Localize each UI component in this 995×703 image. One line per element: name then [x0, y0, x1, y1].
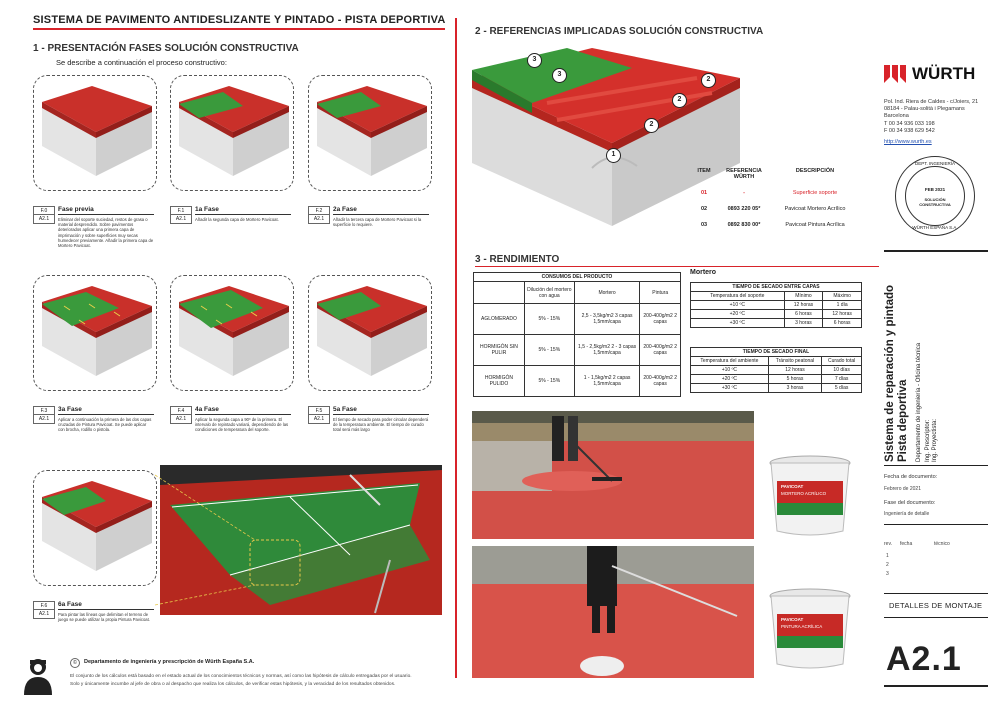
- ref-row: [690, 206, 860, 212]
- secado-b: 7 días: [822, 375, 862, 384]
- secado-capas-h3: Máximo: [823, 292, 862, 301]
- phase-title: 4a Fase: [195, 406, 219, 413]
- phase-ref: A2.1: [308, 415, 330, 424]
- stamp-date: FEB 2021: [924, 187, 946, 192]
- secado-a: 12 horas: [768, 366, 822, 375]
- wurth-logo-icon: [884, 65, 906, 83]
- consumos-pintura: 200-400g/m2 2 capas: [640, 335, 681, 366]
- secado-final-h1: Temperatura del ambiente: [691, 357, 769, 366]
- phase-tile: [308, 275, 432, 391]
- stamp-top: DEPT. INGENIERÍA: [914, 161, 955, 166]
- secado-b: 6 horas: [823, 319, 862, 328]
- address-line: T 00 34 936 033 198: [884, 120, 935, 127]
- paint-bucket: [765, 588, 855, 670]
- secado-b: 5 días: [822, 384, 862, 393]
- footer-text2: Solo y únicamente incumbe al jefe de obra o al despacho que realiza los cálculos, de verificar estas hipótesis, y la veracidad de los resultados obtenidos.: [70, 682, 396, 687]
- consumos-mortero: 1 - 1,5kg/m2 2 capas 1,5mm/capa: [574, 366, 640, 397]
- phase-ref: A2.1: [170, 415, 192, 424]
- ing-proyectista: Ing. Proyectista:: [932, 418, 938, 462]
- phase-code: F.4: [170, 406, 192, 415]
- ref-desc: Pavicoat Pintura Acrílica: [785, 222, 845, 228]
- consumos-col-pintura: Pintura: [640, 282, 681, 304]
- project-title-2: Pista deportiva: [897, 379, 909, 462]
- phase-title: 2a Fase: [333, 206, 357, 213]
- rev-number: 3: [886, 571, 889, 577]
- page-title: SISTEMA DE PAVIMENTO ANTIDESLIZANTE Y PINTADO - PISTA DEPORTIVA: [33, 14, 446, 26]
- ref-code: -: [743, 190, 745, 196]
- ref-code: 0893 220 05*: [727, 206, 761, 212]
- references-table: [690, 168, 860, 228]
- consumos-pintura: 200-400g/m2 2 capas: [640, 366, 681, 397]
- copyright-icon: ©: [70, 658, 80, 668]
- consumos-row: [474, 335, 681, 366]
- secado-final-h3: Curado total: [822, 357, 862, 366]
- footer-dept: Departamento de ingeniería y prescripción de Würth España S.A.: [84, 659, 255, 665]
- consumos-dil: 5% - 15%: [524, 335, 574, 366]
- consumos-name: AGLOMERADO: [474, 304, 525, 335]
- secado-b: 1 día: [823, 301, 862, 310]
- photo-application-paint: [472, 546, 754, 678]
- consumos-pintura: 200-400g/m2 2 capas: [640, 304, 681, 335]
- layer-marker: 3: [552, 68, 567, 83]
- phase-block-illustration: [309, 276, 431, 390]
- rev-number: 1: [886, 553, 889, 559]
- secado-b: 12 horas: [823, 310, 862, 319]
- fecha-label: Fecha de documento:: [884, 474, 938, 480]
- ref-head-desc: DESCRIPCIÓN: [795, 168, 835, 174]
- phase-ref: A2.1: [33, 610, 55, 619]
- sidebar-dept: Departamento de ingeniería - Oficina técnica: [916, 342, 922, 462]
- phase-block-illustration: [171, 76, 293, 190]
- secado-temp: +10 ºC: [691, 366, 769, 375]
- phase-desc: Añadir la tercera capa de Mortero Pavicoat si la superficie lo requiere.: [333, 217, 422, 228]
- bucket-product: PINTURA ACRÍLICA: [781, 624, 823, 629]
- phase-label: [308, 206, 432, 227]
- footer-text1: El conjunto de los cálculos está basado en el estado actual de los conocimientos técnicos y normas, así como las hipótesis de cálculo entregadas por el usuario.: [70, 674, 412, 679]
- phase-desc: Añadir la segunda capa de Mortero Pavicoat.: [195, 217, 279, 222]
- detalles-label: DETALLES DE MONTAJE: [889, 601, 983, 610]
- sidebar-rule-5: [884, 617, 988, 618]
- bucket-brand: PAVICOAT: [781, 484, 804, 489]
- paint-bucket: [765, 455, 855, 537]
- wurth-brand: WÜRTH: [912, 64, 976, 83]
- secado-row: [691, 366, 862, 375]
- consumos-dil: 5% - 15%: [524, 304, 574, 335]
- phase-label: [308, 406, 432, 433]
- consumos-col-mortero: Mortero: [574, 282, 640, 304]
- phase-tile: [170, 275, 294, 391]
- secado-row: [691, 384, 862, 393]
- ref-item: 03: [700, 222, 708, 228]
- sidebar-rule-2: [884, 465, 988, 466]
- ing-prescriptor: Ing. Prescriptor:: [925, 419, 931, 462]
- phase-title: 5a Fase: [333, 406, 357, 413]
- phase-block-illustration: [34, 276, 156, 390]
- ref-head-ref: REFERENCIA WÜRTH: [726, 168, 762, 180]
- phase-code: F.5: [308, 406, 330, 415]
- bucket-product: MORTERO ACRÍLICO: [781, 491, 827, 496]
- column-divider: [455, 18, 457, 678]
- rev-fecha-label: fecha: [900, 541, 913, 547]
- phase-tile: [170, 75, 294, 191]
- secado-capas-table: [690, 282, 862, 328]
- engineer-icon: [22, 657, 54, 695]
- phase-title: 1a Fase: [195, 206, 219, 213]
- stamp-bottom: WÜRTH ESPAÑA S.A.: [912, 225, 958, 230]
- address-line: Pol. Ind. Riera de Caldes - c/Joiers, 21: [884, 99, 979, 105]
- secado-temp: +10 ºC: [691, 301, 785, 310]
- consumos-mortero: 2,5 - 3,5kg/m2 3 capas 1,5mm/capa: [574, 304, 640, 335]
- consumos-row: [474, 366, 681, 397]
- project-title-block: [884, 252, 938, 462]
- secado-temp: +30 ºC: [691, 319, 785, 328]
- address-line: F 00 34 938 629 542: [884, 127, 935, 134]
- secado-a: 5 horas: [768, 375, 822, 384]
- wurth-logo: [884, 64, 975, 84]
- sidebar-rule-4: [884, 593, 988, 594]
- consumos-blank: [474, 282, 525, 304]
- ref-item: 02: [700, 206, 708, 212]
- secado-a: 3 horas: [768, 384, 822, 393]
- consumos-body: [474, 304, 681, 397]
- phase-label: [170, 206, 294, 224]
- ref-desc: Pavicoat Mortero Acrílico: [784, 206, 846, 212]
- layer-marker: 2: [672, 93, 687, 108]
- project-title-1: Sistema de reparación y pintado: [884, 284, 896, 462]
- secado-a: 12 horas: [784, 301, 823, 310]
- consumos-name: HORMIGÓN SIN PULIR: [474, 335, 525, 366]
- fase-label: Fase del documento:: [884, 500, 936, 506]
- fase-value: Ingeniería de detalle: [884, 511, 930, 517]
- secado-capas-title: TIEMPO DE SECADO ENTRE CAPAS: [691, 283, 862, 292]
- phase-code: F.6: [33, 601, 55, 610]
- rev-tecnico-label: técnico: [934, 541, 950, 547]
- phase-code: F.2: [308, 206, 330, 215]
- court-callout-lines: [0, 470, 260, 610]
- ref-row: [690, 190, 860, 196]
- fecha-value: Febrero de 2021: [884, 486, 921, 492]
- secado-temp: +20 ºC: [691, 375, 769, 384]
- section1-title: 1 - PRESENTACIÓN FASES SOLUCIÓN CONSTRUCTIVA: [33, 43, 299, 54]
- layer-marker: 3: [527, 53, 542, 68]
- consumos-col-dil: Dilución del mortero con agua: [524, 282, 574, 304]
- secado-final-h2: Tránsito peatonal: [768, 357, 822, 366]
- sidebar-rule-3: [884, 524, 988, 525]
- phase-block-illustration: [34, 76, 156, 190]
- ref-rows: [690, 190, 860, 228]
- title-underline: [33, 28, 445, 30]
- ref-head-item: ITEM: [697, 168, 711, 174]
- layer-marker: 2: [644, 118, 659, 133]
- consumos-row: [474, 304, 681, 335]
- ref-row: [690, 222, 860, 228]
- phase-desc: Para pintar las líneas que delimitan el terreno de juego se puede utilizar la propia Pintura Pavicoat.: [58, 612, 150, 623]
- section3-title: 3 - RENDIMIENTO: [475, 254, 560, 265]
- engineering-stamp: [895, 156, 975, 236]
- phase-code: F.1: [170, 206, 192, 215]
- sidebar-rule-6: [884, 685, 988, 687]
- bucket-brand: PAVICOAT: [781, 617, 804, 622]
- phase-desc: Aplicar la segunda capa a 90º de la primera. El intervalo de repintado variará, dependiendo de las condiciones de temperatura del soporte.: [195, 417, 289, 433]
- phase-title: Fase previa: [58, 206, 94, 213]
- consumos-mortero: 1,5 - 2,5kg/m2 2 - 3 capas 1,5mm/capa: [574, 335, 640, 366]
- phase-desc: Eliminar del soporte suciedad, restos de grasa o material desprendido. Sobre pavimentos deteriorados aplicar una primera capa de imprimación y sobre superficies muy secas humedecer previamente. Añadir la primera capa de Mortero Pavicoat.: [58, 217, 154, 249]
- secado-row: [691, 319, 862, 328]
- phase-block-illustration: [171, 276, 293, 390]
- secado-temp: +30 ºC: [691, 384, 769, 393]
- phase-desc: El tiempo de secado para poder circular dependerá de la temperatura ambiente. El tiempo de curado total será más largo: [333, 417, 429, 433]
- address-line: Barcelona: [884, 113, 909, 120]
- address-block: [884, 99, 978, 135]
- phase-code: F.0: [33, 206, 55, 215]
- secado-row: [691, 310, 862, 319]
- phase-code: F.3: [33, 406, 55, 415]
- photo-application-mortar: [472, 411, 754, 539]
- consumos-dil: 5% - 15%: [524, 366, 574, 397]
- rev-number: 2: [886, 562, 889, 568]
- phase-ref: A2.1: [170, 215, 192, 224]
- phase-title: 6a Fase: [58, 601, 82, 608]
- address-line: 08184 - Palau-solità i Plegamans: [884, 106, 965, 113]
- secado-capas-h1: Temperatura del soporte: [691, 292, 785, 301]
- section1-subtitle: Se describe a continuación el proceso constructivo:: [56, 58, 227, 67]
- consumos-name: HORMIGÓN PULIDO: [474, 366, 525, 397]
- secado-temp: +20 ºC: [691, 310, 785, 319]
- ref-code: 0892 830 00*: [727, 222, 761, 228]
- secado-final-title: TIEMPO DE SECADO FINAL: [691, 348, 862, 357]
- phase-ref: A2.1: [33, 415, 55, 424]
- phase-label: [33, 206, 157, 248]
- phase-tile: [308, 75, 432, 191]
- phase-label: [33, 406, 157, 433]
- secado-final-body: [691, 366, 862, 393]
- rev-label: rev.: [884, 541, 892, 547]
- phase-tile: [33, 275, 157, 391]
- secado-row: [691, 375, 862, 384]
- consumos-table: [473, 272, 681, 397]
- secado-capas-h2: Mínimo: [784, 292, 823, 301]
- secado-final-table: [690, 347, 862, 393]
- secado-row: [691, 301, 862, 310]
- drawing-code: A2.1: [886, 640, 962, 678]
- phase-desc: Aplicar a continuación la primera de las dos capas cruzadas de Pintura Pavicoat. Se puede aplicar con brocha, rodillo o pistola.: [58, 417, 152, 433]
- secado-capas-body: [691, 301, 862, 328]
- section2-title: 2 - REFERENCIAS IMPLICADAS SOLUCIÓN CONSTRUCTIVA: [475, 26, 764, 37]
- layer-marker: 2: [701, 73, 716, 88]
- rev-numbers: [886, 552, 889, 579]
- mortero-label: Mortero: [690, 269, 717, 276]
- section3-underline: [475, 266, 879, 267]
- phase-title: 3a Fase: [58, 406, 82, 413]
- phase-tile: [33, 75, 157, 191]
- ref-item: 01: [700, 190, 708, 196]
- phase-label: [170, 406, 294, 433]
- consumos-title: CONSUMOS DEL PRODUCTO: [474, 273, 681, 282]
- stamp-mid: SOLUCIÓN CONSTRUCTIVA: [919, 197, 951, 207]
- web-link[interactable]: http://www.wurth.es: [884, 139, 932, 145]
- phase-ref: A2.1: [33, 215, 55, 224]
- secado-a: 6 horas: [784, 310, 823, 319]
- layer-marker: 1: [606, 148, 621, 163]
- secado-a: 3 horas: [784, 319, 823, 328]
- phase-ref: A2.1: [308, 215, 330, 224]
- phase-block-illustration: [309, 76, 431, 190]
- secado-b: 10 días: [822, 366, 862, 375]
- ref-desc: Superficie soporte: [792, 190, 838, 196]
